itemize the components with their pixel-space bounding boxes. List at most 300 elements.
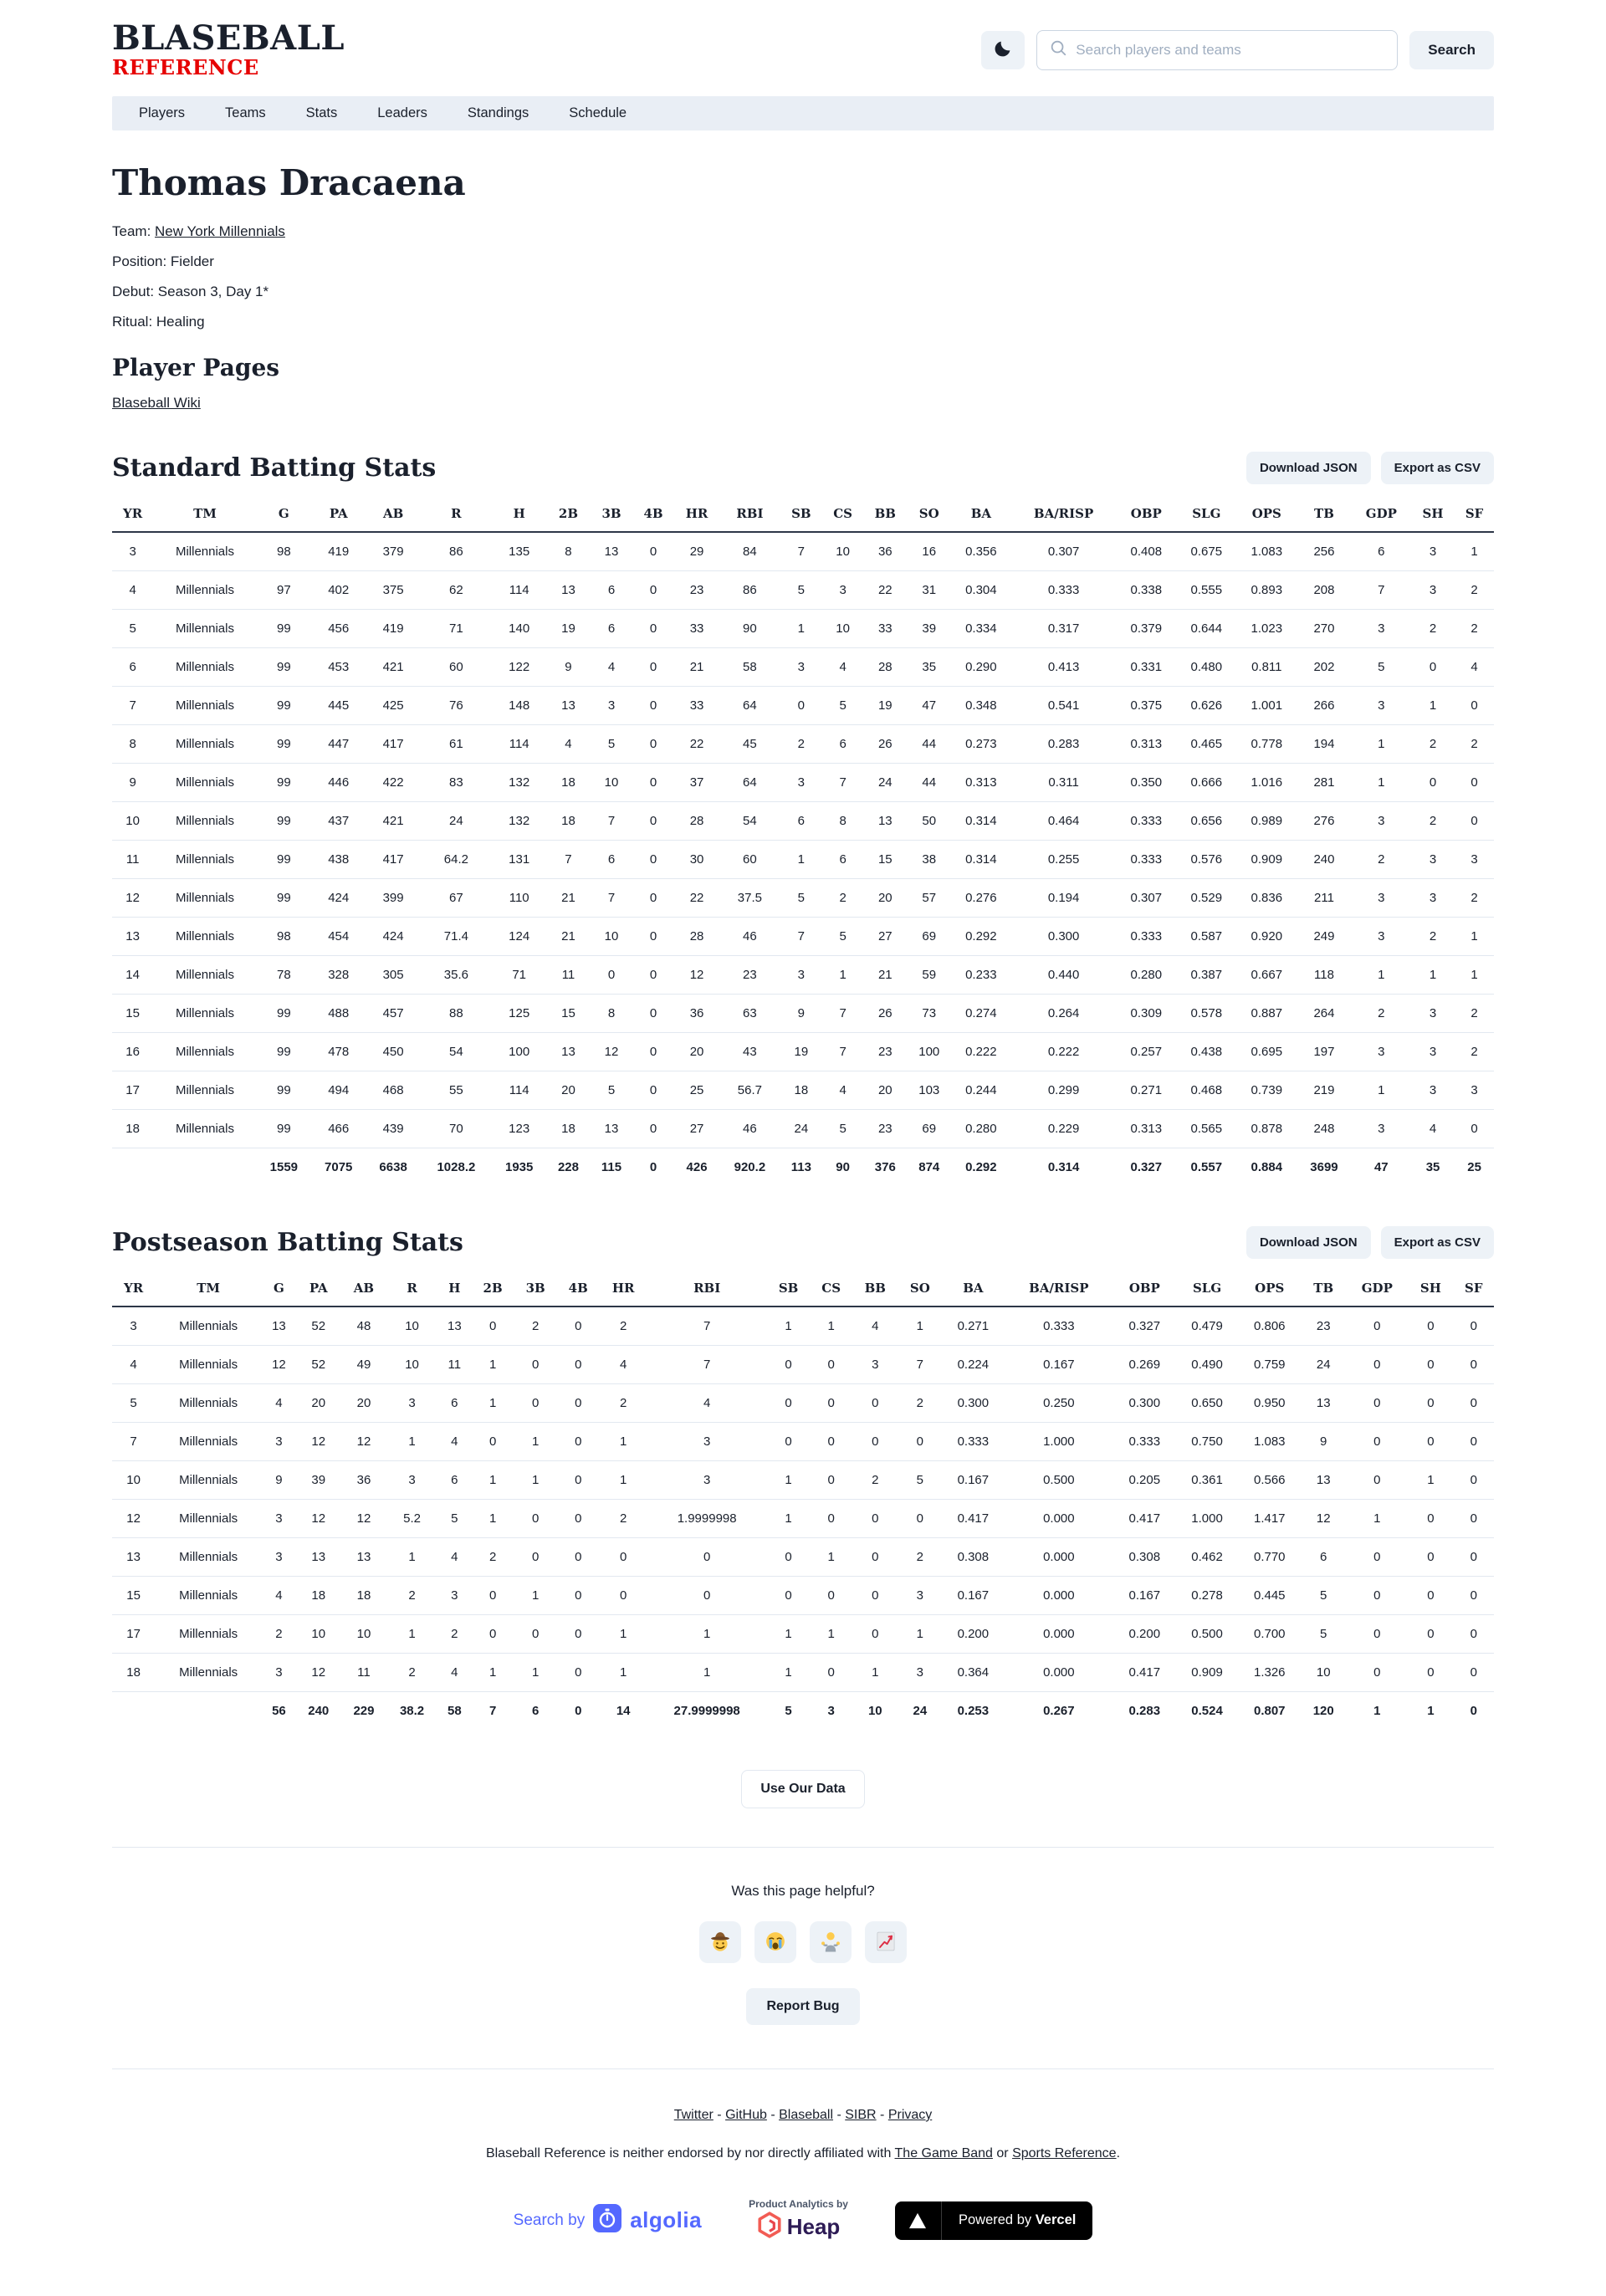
stat-cell: 2 (600, 1384, 647, 1423)
stat-cell: 399 (366, 879, 420, 918)
stat-cell: 13 (546, 687, 590, 725)
stat-cell: 1 (822, 956, 863, 995)
stat-cell: 0 (1346, 1384, 1408, 1423)
stat-cell: 5.2 (386, 1500, 437, 1538)
column-header-sb: SB (780, 499, 822, 532)
stat-cell: 36 (341, 1461, 386, 1500)
stat-cell: 86 (421, 532, 492, 571)
stat-cell: Millennials (153, 687, 256, 725)
stat-cell: 2 (1352, 995, 1411, 1033)
vercel-badge[interactable] (895, 2201, 1092, 2240)
stat-cell: 0.878 (1236, 1110, 1297, 1148)
heap-badge[interactable] (749, 2198, 848, 2242)
stat-cell: 5 (112, 610, 153, 648)
use-our-data-button[interactable]: Use Our Data (741, 1770, 864, 1808)
stat-cell: 17 (112, 1071, 153, 1110)
stat-cell: 2 (600, 1307, 647, 1346)
stat-cell: 3 (1411, 995, 1455, 1033)
stat-cell: 0 (810, 1346, 852, 1384)
stat-cell: 422 (366, 764, 420, 802)
stat-cell: 2 (386, 1577, 437, 1615)
stat-cell: 13 (262, 1307, 296, 1346)
main-nav (112, 96, 1494, 130)
stat-cell: 0.666 (1176, 764, 1236, 802)
stat-cell: 58 (719, 648, 780, 687)
stat-cell: 0.309 (1116, 995, 1176, 1033)
stat-cell: 0 (1453, 1384, 1494, 1423)
stat-cell: 0 (632, 918, 673, 956)
stat-cell: 0 (1346, 1423, 1408, 1461)
stat-cell: 0.576 (1176, 841, 1236, 879)
stat-cell: 2 (1352, 841, 1411, 879)
stat-cell: 1 (514, 1461, 557, 1500)
stat-cell: 10 (341, 1615, 386, 1654)
person-shrugging-icon (819, 1930, 842, 1956)
column-header-4b: 4B (632, 499, 673, 532)
column-header-gdp: GDP (1352, 499, 1411, 532)
search-input[interactable] (1076, 42, 1385, 59)
stat-cell: 0.836 (1236, 879, 1297, 918)
stat-cell: 1 (1352, 1071, 1411, 1110)
footer-badges (112, 2198, 1494, 2242)
nav-item-players[interactable]: Players (139, 105, 186, 120)
stat-cell: 3 (898, 1654, 942, 1692)
stat-cell: 78 (257, 956, 311, 995)
stat-cell: Millennials (153, 1110, 256, 1148)
stat-cell: 0 (1453, 1346, 1494, 1384)
stat-cell: 3 (898, 1577, 942, 1615)
totals-row (112, 1692, 1494, 1731)
stat-cell: 478 (311, 1033, 366, 1071)
stat-cell: 0.333 (1116, 841, 1176, 879)
total-cell: 0.807 (1253, 1704, 1286, 1718)
stat-cell: 2 (262, 1615, 296, 1654)
stat-cell: 2 (1455, 879, 1494, 918)
stat-cell: 0.222 (951, 1033, 1011, 1071)
total-cell (155, 1692, 262, 1731)
stat-cell: 10 (296, 1615, 341, 1654)
stat-cell: 122 (492, 648, 546, 687)
stat-cell: 1 (1411, 956, 1455, 995)
stat-cell: 4 (112, 571, 153, 610)
stat-cell: 99 (257, 648, 311, 687)
stat-cell: 4 (1455, 648, 1494, 687)
stat-cell: 1 (472, 1346, 514, 1384)
total-cell: 56 (272, 1704, 286, 1718)
stat-cell: 17 (112, 1615, 155, 1654)
stat-cell: 0 (1453, 1538, 1494, 1577)
stat-cell: 0 (1408, 1423, 1453, 1461)
stat-cell: 0 (557, 1423, 600, 1461)
stat-cell: 20 (546, 1071, 590, 1110)
stat-cell: 18 (341, 1577, 386, 1615)
table-row (112, 1110, 1494, 1148)
stat-cell: 7 (898, 1346, 942, 1384)
stat-cell: 2 (437, 1615, 472, 1654)
stat-cell: 1 (1408, 1461, 1453, 1500)
vercel-wordmark: Vercel (1035, 2212, 1077, 2227)
stat-cell: 67 (421, 879, 492, 918)
stat-cell: 0.440 (1011, 956, 1116, 995)
stat-cell: 445 (311, 687, 366, 725)
team-link[interactable]: New York Millennials (155, 223, 285, 239)
stat-cell: 249 (1297, 918, 1351, 956)
stat-cell: 99 (257, 995, 311, 1033)
stat-cell: 7 (591, 802, 633, 841)
stat-cell: 0.283 (1011, 725, 1116, 764)
stat-cell: 1 (898, 1615, 942, 1654)
stat-cell: 6 (591, 571, 633, 610)
stat-cell: 3 (822, 571, 863, 610)
stat-cell: 4 (437, 1538, 472, 1577)
stat-cell: 2 (386, 1654, 437, 1692)
stat-cell: 0.229 (1011, 1110, 1116, 1148)
stat-cell: 2 (898, 1384, 942, 1423)
stat-cell: 27 (863, 918, 908, 956)
stat-cell: 0.333 (1116, 918, 1176, 956)
loudly-crying-face-icon (764, 1930, 787, 1956)
stat-cell: 0.333 (1116, 802, 1176, 841)
stat-cell: 13 (1301, 1384, 1346, 1423)
stat-cell: 0.565 (1176, 1110, 1236, 1148)
stat-cell: 3 (852, 1346, 898, 1384)
table-row (112, 956, 1494, 995)
stat-cell: 24 (863, 764, 908, 802)
stat-cell: 202 (1297, 648, 1351, 687)
stat-cell: 1 (386, 1423, 437, 1461)
total-cell: 229 (353, 1704, 375, 1718)
stat-cell: 0 (1346, 1654, 1408, 1692)
stat-cell: 0.280 (951, 1110, 1011, 1148)
stat-cell: 36 (863, 532, 908, 571)
stat-cell: 1 (472, 1500, 514, 1538)
stat-cell: 15 (546, 995, 590, 1033)
stat-cell: 3 (647, 1423, 767, 1461)
stat-cell: 18 (112, 1654, 155, 1692)
stat-cell: 13 (112, 1538, 155, 1577)
the-game-band-link[interactable]: The Game Band (894, 2146, 993, 2160)
column-header-r: R (421, 499, 492, 532)
stat-cell: 1.001 (1236, 687, 1297, 725)
stat-cell: 0.274 (951, 995, 1011, 1033)
column-header-tb: TB (1297, 499, 1351, 532)
stat-cell: 1 (600, 1615, 647, 1654)
search-box[interactable] (1036, 30, 1398, 70)
stat-cell: 49 (341, 1346, 386, 1384)
stat-cell: 1 (514, 1577, 557, 1615)
stat-cell: 0 (1346, 1461, 1408, 1500)
stat-cell: 0.222 (1011, 1033, 1116, 1071)
stat-cell: 3 (1411, 1033, 1455, 1071)
stat-cell: 22 (674, 879, 720, 918)
stat-cell: 1.000 (1176, 1500, 1239, 1538)
stat-cell: 135 (492, 532, 546, 571)
stat-cell: 99 (257, 1071, 311, 1110)
stat-cell: 99 (257, 687, 311, 725)
stat-cell: 0.276 (951, 879, 1011, 918)
download-json-button[interactable]: Download JSON (1246, 1226, 1371, 1259)
stat-cell: 0 (514, 1384, 557, 1423)
stat-cell: 1 (810, 1615, 852, 1654)
stat-cell: 0 (557, 1500, 600, 1538)
column-header-rbi: RBI (719, 499, 780, 532)
stat-cell: 0.438 (1176, 1033, 1236, 1071)
stat-cell: 6 (822, 841, 863, 879)
stat-cell: 7 (780, 918, 822, 956)
stat-cell: 0.300 (1113, 1384, 1176, 1423)
stat-cell: 248 (1297, 1110, 1351, 1148)
download-json-button[interactable]: Download JSON (1246, 452, 1371, 484)
footer-links: Twitter - GitHub - Blaseball - SIBR - Privacy (673, 2108, 933, 2122)
stat-cell: 0 (810, 1577, 852, 1615)
search-icon (1049, 38, 1067, 61)
nav-item-leaders[interactable]: Leaders (377, 105, 427, 120)
stat-cell: Millennials (153, 956, 256, 995)
export-csv-button[interactable]: Export as CSV (1381, 1226, 1494, 1259)
stat-cell: 6 (437, 1461, 472, 1500)
chart-increasing-emoji-button[interactable] (865, 1921, 907, 1963)
stat-cell: 0 (1453, 1654, 1494, 1692)
stat-cell: Millennials (153, 995, 256, 1033)
stat-cell: 0.675 (1176, 532, 1236, 571)
stat-cell: 3 (1352, 879, 1411, 918)
footer-link-twitter[interactable]: Twitter (673, 2108, 713, 2122)
stat-cell: 13 (341, 1538, 386, 1577)
algolia-search-by-text: Search by (513, 2211, 586, 2229)
total-cell (112, 1692, 155, 1731)
stat-cell: 194 (1297, 725, 1351, 764)
loudly-crying-face-emoji-button[interactable] (754, 1921, 796, 1963)
stat-cell: 0.313 (1116, 725, 1176, 764)
nav-item-standings[interactable]: Standings (467, 105, 529, 120)
stat-cell: 24 (780, 1110, 822, 1148)
stat-cell: 0 (1455, 764, 1494, 802)
stat-cell: Millennials (153, 879, 256, 918)
total-cell: 3699 (1310, 1160, 1338, 1174)
stat-cell: 1 (647, 1615, 767, 1654)
stat-cell: 0 (852, 1500, 898, 1538)
report-bug-button[interactable]: Report Bug (746, 1988, 859, 2025)
stat-cell: 379 (366, 532, 420, 571)
stat-cell: 0 (1455, 1110, 1494, 1148)
stat-cell: 19 (780, 1033, 822, 1071)
nav-item-schedule[interactable]: Schedule (569, 105, 627, 120)
stat-cell: 7 (647, 1346, 767, 1384)
stat-cell: 1.016 (1236, 764, 1297, 802)
stat-cell: 4 (1411, 1110, 1455, 1148)
stat-cell: 1 (1352, 956, 1411, 995)
total-cell: 90 (836, 1160, 850, 1174)
stat-cell: 1 (780, 841, 822, 879)
table-header-row (112, 499, 1494, 532)
site-logo[interactable] (112, 18, 345, 79)
stat-cell: 0.255 (1011, 841, 1116, 879)
stat-cell: 446 (311, 764, 366, 802)
stat-cell: 0.950 (1238, 1384, 1301, 1423)
stat-cell: 0.361 (1176, 1461, 1239, 1500)
column-header-yr: YR (112, 499, 153, 532)
stat-cell: 123 (492, 1110, 546, 1148)
stat-cell: Millennials (153, 764, 256, 802)
stat-cell: 98 (257, 532, 311, 571)
search-button[interactable]: Search (1409, 31, 1494, 69)
stat-cell: 6 (591, 610, 633, 648)
stat-cell: 0 (767, 1346, 811, 1384)
stat-cell: 0 (557, 1384, 600, 1423)
stat-cell: 0.304 (951, 571, 1011, 610)
nav-item-stats[interactable]: Stats (305, 105, 338, 120)
stat-cell: 0.300 (942, 1384, 1005, 1423)
column-header-cs: CS (810, 1274, 852, 1307)
stat-cell: 13 (591, 532, 633, 571)
export-csv-button[interactable]: Export as CSV (1381, 452, 1494, 484)
stat-cell: 3 (1352, 918, 1411, 956)
footer-link-privacy[interactable]: Privacy (887, 2108, 933, 2122)
footer-link-github[interactable]: GitHub (725, 2108, 767, 2122)
stat-cell: 1.083 (1236, 532, 1297, 571)
stat-cell: 0 (852, 1538, 898, 1577)
stat-cell: Millennials (153, 648, 256, 687)
stat-cell: 28 (674, 918, 720, 956)
stat-cell: 0.408 (1116, 532, 1176, 571)
stat-cell: 12 (341, 1423, 386, 1461)
column-header-pa: PA (296, 1274, 341, 1307)
stat-cell: 0 (632, 687, 673, 725)
stat-cell: 0 (632, 610, 673, 648)
stat-cell: 0 (472, 1577, 514, 1615)
stat-cell: 27 (674, 1110, 720, 1148)
stat-cell: 0 (767, 1384, 811, 1423)
total-cell: 240 (308, 1704, 330, 1718)
stat-cell: 4 (591, 648, 633, 687)
sports-reference-link[interactable]: Sports Reference (1012, 2146, 1117, 2160)
stat-cell: 0 (1408, 1654, 1453, 1692)
column-header-3b: 3B (591, 499, 633, 532)
stat-cell: Millennials (153, 571, 256, 610)
stat-cell: 0.375 (1116, 687, 1176, 725)
stat-cell: 0 (1346, 1307, 1408, 1346)
vercel-triangle-icon (895, 2201, 942, 2240)
stat-cell: 1 (386, 1538, 437, 1577)
stat-cell: 26 (863, 995, 908, 1033)
stat-cell: 8 (822, 802, 863, 841)
stat-cell: 2 (600, 1500, 647, 1538)
stat-cell: 56.7 (719, 1071, 780, 1110)
stat-cell: 12 (341, 1500, 386, 1538)
stat-cell: 0.462 (1176, 1538, 1239, 1577)
person-shrugging-emoji-button[interactable] (810, 1921, 852, 1963)
stat-cell: 62 (421, 571, 492, 610)
stat-cell: 402 (311, 571, 366, 610)
stat-cell: 0 (632, 879, 673, 918)
total-cell: 0 (575, 1704, 582, 1718)
stat-cell: 83 (421, 764, 492, 802)
stat-cell: 39 (908, 610, 951, 648)
stat-cell: 3 (1411, 571, 1455, 610)
total-cell: 1028.2 (437, 1160, 476, 1174)
stat-cell: 0 (600, 1538, 647, 1577)
stat-cell: 0.989 (1236, 802, 1297, 841)
footer-link-sibr[interactable]: SIBR (845, 2108, 877, 2122)
total-cell: 24 (913, 1704, 928, 1718)
stat-cell: 0.626 (1176, 687, 1236, 725)
stat-cell: 0 (1408, 1346, 1453, 1384)
column-header-ba: BA (951, 499, 1011, 532)
stat-cell: 114 (492, 725, 546, 764)
stat-cell: 0.167 (942, 1461, 1005, 1500)
stat-cell: 0.650 (1176, 1384, 1239, 1423)
stat-cell: 4 (546, 725, 590, 764)
column-header-ba: BA (942, 1274, 1005, 1307)
stat-cell: 23 (674, 571, 720, 610)
stat-cell: 0.778 (1236, 725, 1297, 764)
stat-cell: 0.417 (942, 1500, 1005, 1538)
column-header-tm: TM (155, 1274, 262, 1307)
dark-mode-toggle[interactable] (981, 31, 1025, 69)
stat-cell: 0.200 (942, 1615, 1005, 1654)
total-cell: 14 (616, 1704, 631, 1718)
total-cell: 0.283 (1128, 1704, 1161, 1718)
algolia-badge[interactable] (514, 2204, 702, 2237)
column-header-sb: SB (767, 1274, 811, 1307)
stat-cell: 71 (492, 956, 546, 995)
stat-cell: 8 (546, 532, 590, 571)
total-cell: 6638 (379, 1160, 407, 1174)
stat-cell: 1 (767, 1307, 811, 1346)
stat-cell: 20 (341, 1384, 386, 1423)
stat-cell: 1 (1455, 918, 1494, 956)
column-header-yr: YR (112, 1274, 155, 1307)
stat-cell: 13 (591, 1110, 633, 1148)
stat-cell: 2 (1411, 610, 1455, 648)
stat-cell: 21 (546, 918, 590, 956)
feedback-question: Was this page helpful? (731, 1883, 875, 1899)
stat-cell: 0 (810, 1384, 852, 1423)
total-cell: 0 (649, 1160, 657, 1174)
nav-item-teams[interactable]: Teams (225, 105, 266, 120)
stat-cell: 5 (822, 918, 863, 956)
stat-cell: 3 (780, 764, 822, 802)
stat-cell: 57 (908, 879, 951, 918)
footer-link-blaseball[interactable]: Blaseball (779, 2108, 834, 2122)
stat-cell: 10 (822, 610, 863, 648)
cowboy-hat-face-emoji-button[interactable] (699, 1921, 741, 1963)
stat-cell: 0 (632, 1033, 673, 1071)
stat-cell: 0 (1408, 1500, 1453, 1538)
stat-cell: 71.4 (421, 918, 492, 956)
stat-cell: 2 (852, 1461, 898, 1500)
column-header-slg: SLG (1176, 499, 1236, 532)
standard-batting-title: Standard Batting Stats (112, 453, 437, 483)
total-cell: 120 (1312, 1704, 1334, 1718)
stat-cell: 4 (600, 1346, 647, 1384)
cowboy-hat-face-icon (708, 1930, 732, 1956)
stat-cell: 37.5 (719, 879, 780, 918)
blaseball-wiki-link[interactable]: Blaseball Wiki (112, 395, 201, 411)
stat-cell: 0 (1408, 1384, 1453, 1423)
stat-cell: 1.083 (1238, 1423, 1301, 1461)
stat-cell: 4 (437, 1423, 472, 1461)
table-row (112, 1307, 1494, 1346)
table-row (112, 1461, 1494, 1500)
stat-cell: 0 (472, 1423, 514, 1461)
stat-cell: 28 (674, 802, 720, 841)
stat-cell: 2 (1411, 725, 1455, 764)
stat-cell: 54 (719, 802, 780, 841)
column-header-r: R (386, 1274, 437, 1307)
total-cell: 0.327 (1130, 1160, 1163, 1174)
player-debut-line: Debut: Season 3, Day 1* (112, 284, 269, 299)
